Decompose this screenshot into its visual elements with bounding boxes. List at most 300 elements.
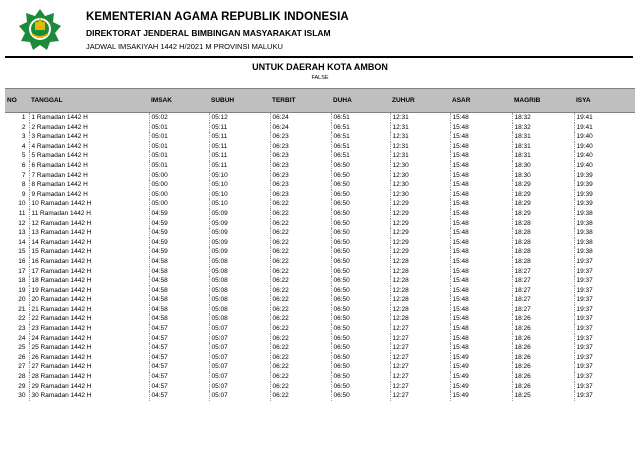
time-cell: 12:27 [390, 343, 450, 353]
date-cell: 23 Ramadan 1442 H [29, 324, 149, 334]
time-cell: 04:58 [149, 295, 209, 305]
time-cell: 12:27 [390, 362, 450, 372]
row-number: 2 [21, 123, 26, 131]
time-cell: 12:28 [390, 257, 450, 267]
time-cell: 12:31 [390, 132, 450, 142]
table-row [5, 353, 635, 363]
row-number: 18 [18, 277, 26, 285]
time-cell: 06:50 [331, 382, 390, 392]
time-cell: 18:31 [512, 132, 574, 142]
time-cell: 06:51 [331, 123, 390, 133]
date-cell: 20 Ramadan 1442 H [29, 295, 149, 305]
column-header: ASAR [450, 89, 512, 113]
time-cell: 06:50 [331, 228, 390, 238]
time-cell: 06:24 [270, 123, 331, 133]
column-header: TANGGAL [29, 89, 149, 113]
table-row [5, 209, 635, 219]
table-row [5, 199, 635, 209]
time-cell: 18:26 [512, 382, 574, 392]
time-cell: 04:59 [149, 238, 209, 248]
row-number: 13 [18, 229, 26, 237]
time-cell: 05:09 [209, 247, 270, 257]
time-cell: 06:50 [331, 286, 390, 296]
time-cell: 18:27 [512, 286, 574, 296]
table-row [5, 314, 635, 324]
time-cell: 19:37 [574, 334, 635, 344]
table-row [5, 142, 635, 152]
time-cell: 06:50 [331, 209, 390, 219]
date-cell: 6 Ramadan 1442 H [29, 161, 149, 171]
column-header: TERBIT [270, 89, 331, 113]
table-row [5, 267, 635, 277]
row-number: 16 [18, 257, 26, 265]
time-cell: 06:22 [270, 334, 331, 344]
time-cell: 05:08 [209, 305, 270, 315]
time-cell: 05:08 [209, 257, 270, 267]
table-row [5, 161, 635, 171]
time-cell: 06:50 [331, 305, 390, 315]
time-cell: 06:50 [331, 276, 390, 286]
table-row [5, 180, 635, 190]
row-number: 4 [21, 142, 26, 150]
time-cell: 06:22 [270, 209, 331, 219]
table-row [5, 324, 635, 334]
time-cell: 19:37 [574, 295, 635, 305]
time-cell: 15:48 [450, 171, 512, 181]
date-cell: 27 Ramadan 1442 H [29, 362, 149, 372]
region-title: UNTUK DAERAH KOTA AMBON [252, 62, 388, 72]
time-cell: 04:58 [149, 314, 209, 324]
row-number: 21 [18, 305, 26, 313]
time-cell: 19:40 [574, 132, 635, 142]
time-cell: 15:49 [450, 382, 512, 392]
time-cell: 06:23 [270, 132, 331, 142]
table-row [5, 132, 635, 142]
table-row [5, 190, 635, 200]
time-cell: 05:01 [149, 161, 209, 171]
time-cell: 06:22 [270, 257, 331, 267]
time-cell: 19:37 [574, 343, 635, 353]
time-cell: 05:11 [209, 151, 270, 161]
time-cell: 12:28 [390, 267, 450, 277]
table-row [5, 219, 635, 229]
time-cell: 15:48 [450, 190, 512, 200]
row-number: 26 [18, 353, 26, 361]
table-row [5, 151, 635, 161]
date-cell: 19 Ramadan 1442 H [29, 286, 149, 296]
time-cell: 06:22 [270, 391, 331, 401]
time-cell: 18:28 [512, 247, 574, 257]
time-cell: 15:48 [450, 228, 512, 238]
time-cell: 18:29 [512, 180, 574, 190]
time-cell: 12:28 [390, 314, 450, 324]
date-cell: 11 Ramadan 1442 H [29, 209, 149, 219]
row-number: 28 [18, 373, 26, 381]
time-cell: 06:51 [331, 113, 390, 123]
time-cell: 19:40 [574, 161, 635, 171]
row-number: 5 [21, 152, 26, 160]
row-number: 3 [21, 133, 26, 141]
time-cell: 06:22 [270, 314, 331, 324]
table-row [5, 228, 635, 238]
row-number: 11 [18, 209, 26, 217]
time-cell: 19:39 [574, 199, 635, 209]
time-cell: 18:26 [512, 324, 574, 334]
time-cell: 19:38 [574, 219, 635, 229]
time-cell: 18:32 [512, 113, 574, 123]
time-cell: 06:22 [270, 295, 331, 305]
time-cell: 05:07 [209, 362, 270, 372]
time-cell: 18:26 [512, 353, 574, 363]
time-cell: 04:57 [149, 382, 209, 392]
time-cell: 05:09 [209, 228, 270, 238]
time-cell: 12:29 [390, 228, 450, 238]
time-cell: 05:10 [209, 190, 270, 200]
time-cell: 06:22 [270, 382, 331, 392]
time-cell: 15:48 [450, 314, 512, 324]
time-cell: 19:40 [574, 142, 635, 152]
date-cell: 7 Ramadan 1442 H [29, 171, 149, 181]
row-number: 17 [18, 267, 26, 275]
column-header: ISYA [574, 89, 635, 113]
header-divider [5, 56, 633, 58]
time-cell: 04:58 [149, 305, 209, 315]
time-cell: 06:22 [270, 199, 331, 209]
row-number: 15 [18, 248, 26, 256]
date-cell: 15 Ramadan 1442 H [29, 247, 149, 257]
time-cell: 15:49 [450, 353, 512, 363]
time-cell: 05:00 [149, 199, 209, 209]
time-cell: 18:30 [512, 161, 574, 171]
time-cell: 05:08 [209, 267, 270, 277]
time-cell: 05:00 [149, 180, 209, 190]
table-row [5, 362, 635, 372]
column-header: SUBUH [209, 89, 270, 113]
time-cell: 04:58 [149, 257, 209, 267]
row-number: 14 [18, 238, 26, 246]
time-cell: 05:10 [209, 180, 270, 190]
directorate-title: DIREKTORAT JENDERAL BIMBINGAN MASYARAKAT ISLAM [86, 28, 331, 38]
row-number: 20 [18, 296, 26, 304]
time-cell: 19:38 [574, 247, 635, 257]
column-header: MAGRIB [512, 89, 574, 113]
time-cell: 18:28 [512, 257, 574, 267]
time-cell: 06:22 [270, 247, 331, 257]
time-cell: 15:49 [450, 362, 512, 372]
time-cell: 05:07 [209, 372, 270, 382]
time-cell: 04:59 [149, 228, 209, 238]
time-cell: 12:28 [390, 305, 450, 315]
time-cell: 06:23 [270, 151, 331, 161]
time-cell: 05:08 [209, 276, 270, 286]
time-cell: 18:28 [512, 238, 574, 248]
time-cell: 05:09 [209, 238, 270, 248]
time-cell: 15:48 [450, 295, 512, 305]
time-cell: 06:50 [331, 190, 390, 200]
time-cell: 05:09 [209, 219, 270, 229]
time-cell: 06:23 [270, 190, 331, 200]
time-cell: 06:23 [270, 180, 331, 190]
time-cell: 15:48 [450, 267, 512, 277]
time-cell: 18:28 [512, 219, 574, 229]
time-cell: 04:58 [149, 276, 209, 286]
time-cell: 06:50 [331, 219, 390, 229]
time-cell: 04:57 [149, 343, 209, 353]
time-cell: 06:50 [331, 343, 390, 353]
date-cell: 8 Ramadan 1442 H [29, 180, 149, 190]
time-cell: 19:37 [574, 267, 635, 277]
time-cell: 19:37 [574, 362, 635, 372]
time-cell: 06:50 [331, 238, 390, 248]
time-cell: 06:50 [331, 314, 390, 324]
time-cell: 05:01 [149, 123, 209, 133]
time-cell: 19:41 [574, 123, 635, 133]
time-cell: 04:58 [149, 267, 209, 277]
time-cell: 05:01 [149, 142, 209, 152]
time-cell: 05:11 [209, 142, 270, 152]
time-cell: 19:37 [574, 305, 635, 315]
row-number: 1 [21, 114, 26, 121]
time-cell: 18:26 [512, 343, 574, 353]
time-cell: 06:50 [331, 171, 390, 181]
time-cell: 15:48 [450, 219, 512, 229]
time-cell: 18:26 [512, 372, 574, 382]
row-number: 10 [18, 200, 26, 208]
time-cell: 05:08 [209, 295, 270, 305]
time-cell: 18:27 [512, 276, 574, 286]
note-text: FALSE [311, 75, 329, 81]
table-row [5, 305, 635, 315]
time-cell: 05:08 [209, 314, 270, 324]
time-cell: 12:31 [390, 142, 450, 152]
time-cell: 15:48 [450, 286, 512, 296]
date-cell: 1 Ramadan 1442 H [29, 113, 149, 123]
table-row [5, 295, 635, 305]
table-row [5, 113, 635, 123]
time-cell: 06:50 [331, 161, 390, 171]
time-cell: 05:07 [209, 343, 270, 353]
time-cell: 05:02 [149, 113, 209, 123]
time-cell: 15:48 [450, 180, 512, 190]
time-cell: 06:50 [331, 353, 390, 363]
row-number: 7 [21, 171, 26, 179]
ministry-title: KEMENTERIAN AGAMA REPUBLIK INDONESIA [86, 11, 349, 23]
time-cell: 12:30 [390, 190, 450, 200]
time-cell: 12:29 [390, 219, 450, 229]
column-header: DUHA [331, 89, 390, 113]
table-row [5, 247, 635, 257]
time-cell: 05:11 [209, 123, 270, 133]
time-cell: 12:27 [390, 334, 450, 344]
time-cell: 06:23 [270, 171, 331, 181]
time-cell: 19:40 [574, 151, 635, 161]
time-cell: 15:48 [450, 209, 512, 219]
time-cell: 06:50 [331, 295, 390, 305]
table-header-row [5, 89, 635, 113]
date-cell: 21 Ramadan 1442 H [29, 305, 149, 315]
time-cell: 04:57 [149, 353, 209, 363]
time-cell: 04:57 [149, 362, 209, 372]
time-cell: 04:57 [149, 334, 209, 344]
time-cell: 06:50 [331, 267, 390, 277]
date-cell: 22 Ramadan 1442 H [29, 314, 149, 324]
time-cell: 06:51 [331, 142, 390, 152]
table-row [5, 334, 635, 344]
time-cell: 15:48 [450, 276, 512, 286]
time-cell: 15:48 [450, 161, 512, 171]
time-cell: 19:37 [574, 382, 635, 392]
date-cell: 28 Ramadan 1442 H [29, 372, 149, 382]
time-cell: 05:10 [209, 171, 270, 181]
time-cell: 12:27 [390, 372, 450, 382]
row-number: 22 [18, 315, 26, 323]
row-number: 8 [21, 181, 26, 189]
time-cell: 15:48 [450, 257, 512, 267]
time-cell: 18:26 [512, 334, 574, 344]
time-cell: 19:37 [574, 286, 635, 296]
time-cell: 06:22 [270, 276, 331, 286]
time-cell: 12:30 [390, 171, 450, 181]
time-cell: 19:37 [574, 372, 635, 382]
date-cell: 4 Ramadan 1442 H [29, 142, 149, 152]
date-cell: 30 Ramadan 1442 H [29, 391, 149, 401]
time-cell: 15:48 [450, 142, 512, 152]
time-cell: 05:00 [149, 190, 209, 200]
time-cell: 06:22 [270, 362, 331, 372]
date-cell: 14 Ramadan 1442 H [29, 238, 149, 248]
time-cell: 15:49 [450, 391, 512, 401]
date-cell: 16 Ramadan 1442 H [29, 257, 149, 267]
time-cell: 04:59 [149, 219, 209, 229]
time-cell: 05:11 [209, 161, 270, 171]
time-cell: 18:29 [512, 199, 574, 209]
time-cell: 06:24 [270, 113, 331, 123]
time-cell: 06:23 [270, 161, 331, 171]
time-cell: 06:50 [331, 372, 390, 382]
row-number: 27 [18, 363, 26, 371]
row-number: 9 [21, 190, 26, 198]
time-cell: 12:28 [390, 286, 450, 296]
time-cell: 12:29 [390, 238, 450, 248]
time-cell: 05:07 [209, 334, 270, 344]
time-cell: 18:26 [512, 362, 574, 372]
time-cell: 18:26 [512, 314, 574, 324]
time-cell: 15:48 [450, 247, 512, 257]
time-cell: 12:27 [390, 391, 450, 401]
time-cell: 12:31 [390, 151, 450, 161]
table-row [5, 171, 635, 181]
time-cell: 19:37 [574, 324, 635, 334]
time-cell: 12:27 [390, 353, 450, 363]
time-cell: 05:00 [149, 171, 209, 181]
time-cell: 06:22 [270, 353, 331, 363]
time-cell: 06:22 [270, 372, 331, 382]
time-cell: 05:08 [209, 286, 270, 296]
time-cell: 15:48 [450, 334, 512, 344]
time-cell: 15:48 [450, 199, 512, 209]
time-cell: 15:48 [450, 113, 512, 123]
time-cell: 05:07 [209, 324, 270, 334]
time-cell: 18:30 [512, 171, 574, 181]
time-cell: 06:50 [331, 324, 390, 334]
time-cell: 12:29 [390, 199, 450, 209]
row-number: 6 [21, 161, 26, 169]
column-header: ZUHUR [390, 89, 450, 113]
time-cell: 15:48 [450, 324, 512, 334]
table-row [5, 372, 635, 382]
time-cell: 19:39 [574, 190, 635, 200]
time-cell: 05:12 [209, 113, 270, 123]
time-cell: 15:48 [450, 238, 512, 248]
date-cell: 24 Ramadan 1442 H [29, 334, 149, 344]
date-cell: 25 Ramadan 1442 H [29, 343, 149, 353]
time-cell: 19:38 [574, 238, 635, 248]
table-row [5, 238, 635, 248]
time-cell: 06:22 [270, 286, 331, 296]
table-row [5, 276, 635, 286]
time-cell: 05:01 [149, 151, 209, 161]
date-cell: 5 Ramadan 1442 H [29, 151, 149, 161]
time-cell: 19:41 [574, 113, 635, 123]
table-row [5, 343, 635, 353]
time-cell: 06:50 [331, 391, 390, 401]
date-cell: 26 Ramadan 1442 H [29, 353, 149, 363]
schedule-title: JADWAL IMSAKIYAH 1442 H/2021 M PROVINSI MALUKU [86, 42, 283, 51]
row-number: 24 [18, 334, 26, 342]
row-number: 12 [18, 219, 26, 227]
time-cell: 19:39 [574, 171, 635, 181]
date-cell: 3 Ramadan 1442 H [29, 132, 149, 142]
time-cell: 12:28 [390, 295, 450, 305]
row-number: 25 [18, 344, 26, 352]
time-cell: 19:37 [574, 257, 635, 267]
time-cell: 05:09 [209, 209, 270, 219]
time-cell: 19:39 [574, 180, 635, 190]
time-cell: 05:01 [149, 132, 209, 142]
time-cell: 15:48 [450, 123, 512, 133]
time-cell: 18:29 [512, 190, 574, 200]
time-cell: 06:50 [331, 334, 390, 344]
time-cell: 18:31 [512, 151, 574, 161]
time-cell: 12:27 [390, 324, 450, 334]
time-cell: 19:37 [574, 391, 635, 401]
time-cell: 12:30 [390, 161, 450, 171]
time-cell: 04:57 [149, 372, 209, 382]
table-row [5, 286, 635, 296]
time-cell: 06:50 [331, 257, 390, 267]
date-cell: 13 Ramadan 1442 H [29, 228, 149, 238]
time-cell: 06:51 [331, 151, 390, 161]
column-header: IMSAK [149, 89, 209, 113]
time-cell: 12:31 [390, 113, 450, 123]
date-cell: 9 Ramadan 1442 H [29, 190, 149, 200]
date-cell: 2 Ramadan 1442 H [29, 123, 149, 133]
time-cell: 06:22 [270, 238, 331, 248]
table-row [5, 391, 635, 401]
time-cell: 06:50 [331, 362, 390, 372]
time-cell: 04:58 [149, 286, 209, 296]
time-cell: 15:49 [450, 372, 512, 382]
time-cell: 05:10 [209, 199, 270, 209]
time-cell: 06:50 [331, 199, 390, 209]
time-cell: 18:28 [512, 228, 574, 238]
time-cell: 05:07 [209, 391, 270, 401]
time-cell: 18:25 [512, 391, 574, 401]
time-cell: 15:48 [450, 305, 512, 315]
prayer-schedule-table [5, 88, 635, 401]
date-cell: 10 Ramadan 1442 H [29, 199, 149, 209]
row-number: 29 [18, 382, 26, 390]
